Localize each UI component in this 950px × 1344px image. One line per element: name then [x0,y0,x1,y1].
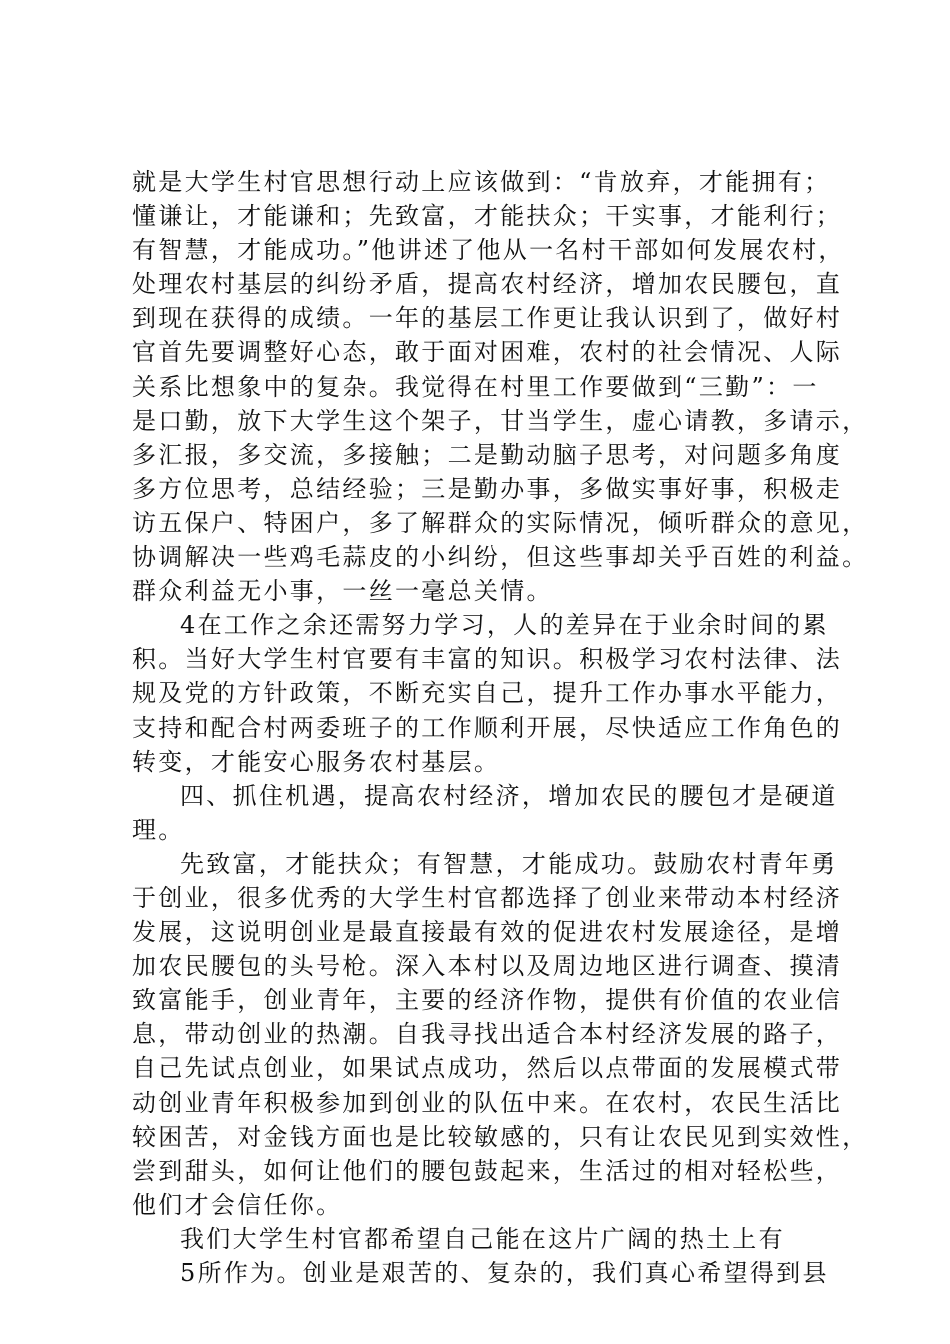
text-line: 群众利益无小事，一丝一毫总关情。 [132,577,553,606]
text-line: 积。当好大学生村官要有丰富的知识。积极学习农村法律、法 [132,645,843,674]
text-line: 5所作为。创业是艰苦的、复杂的，我们真心希望得到县 [180,1259,829,1287]
text-line: 发展，这说明创业是最直接最有效的促进农村发展途径，是增 [132,918,843,947]
text-line: 懂谦让，才能谦和；先致富，才能扶众；干实事，才能利行； [132,202,843,231]
text-line: 理。 [132,815,185,844]
text-line: 关系比想象中的复杂。我觉得在村里工作要做到“三勤”：一 [132,372,819,401]
text-line: 较困苦，对金钱方面也是比较敏感的，只有让农民见到实效性， [132,1122,869,1151]
text-line: 自己先试点创业，如果试点成功，然后以点带面的发展模式带 [132,1054,843,1083]
text-line: 我们大学生村官都希望自己能在这片广阔的热土上有 [180,1224,785,1253]
text-line: 转变，才能安心服务农村基层。 [132,747,501,776]
text-line: 处理农村基层的纠纷矛盾，提高农村经济，增加农民腰包，直 [132,270,843,299]
text-line: 尝到甜头，如何让他们的腰包鼓起来，生活过的相对轻松些， [132,1156,843,1185]
text-line: 于创业，很多优秀的大学生村官都选择了创业来带动本村经济 [132,883,843,912]
text-line: 协调解决一些鸡毛蒜皮的小纠纷，但这些事却关乎百姓的利益。 [132,543,869,572]
text-line: 先致富，才能扶众；有智慧，才能成功。鼓励农村青年勇 [180,849,838,878]
text-line: 他们才会信任你。 [132,1190,343,1219]
text-line: 4在工作之余还需努力学习，人的差异在于业余时间的累 [180,611,829,640]
text-line: 息，带动创业的热潮。自我寻找出适合本村经济发展的路子， [132,1020,843,1049]
text-line: 有智慧，才能成功。”他讲述了他从一名村干部如何发展农村， [132,236,845,265]
text-line: 到现在获得的成绩。一年的基层工作更让我认识到了，做好村 [132,304,843,333]
text-line: 动创业青年积极参加到创业的队伍中来。在农村，农民生活比 [132,1088,843,1117]
text-line: 官首先要调整好心态，敢于面对困难，农村的社会情况、人际 [132,338,843,367]
text-line: 就是大学生村官思想行动上应该做到：“肯放弃，才能拥有； [132,168,831,196]
text-line: 是口勤，放下大学生这个架子，甘当学生，虚心请教，多请示， [132,406,869,435]
text-line: 加农民腰包的头号枪。深入本村以及周边地区进行调查、摸清 [132,952,843,981]
text-line: 多汇报，多交流，多接触；二是勤动脑子思考，对问题多角度 [132,440,843,469]
text-line: 规及党的方针政策，不断充实自己，提升工作办事水平能力， [132,679,843,708]
text-line: 访五保户、特困户，多了解群众的实际情况，倾听群众的意见， [132,508,869,537]
text-line: 多方位思考，总结经验；三是勤办事，多做实事好事，积极走 [132,474,843,503]
text-line: 致富能手，创业青年，主要的经济作物，提供有价值的农业信 [132,986,843,1015]
text-line: 四、抓住机遇，提高农村经济，增加农民的腰包才是硬道 [180,781,838,810]
document-body [132,165,869,1290]
text-line: 支持和配合村两委班子的工作顺利开展，尽快适应工作角色的 [132,713,843,742]
